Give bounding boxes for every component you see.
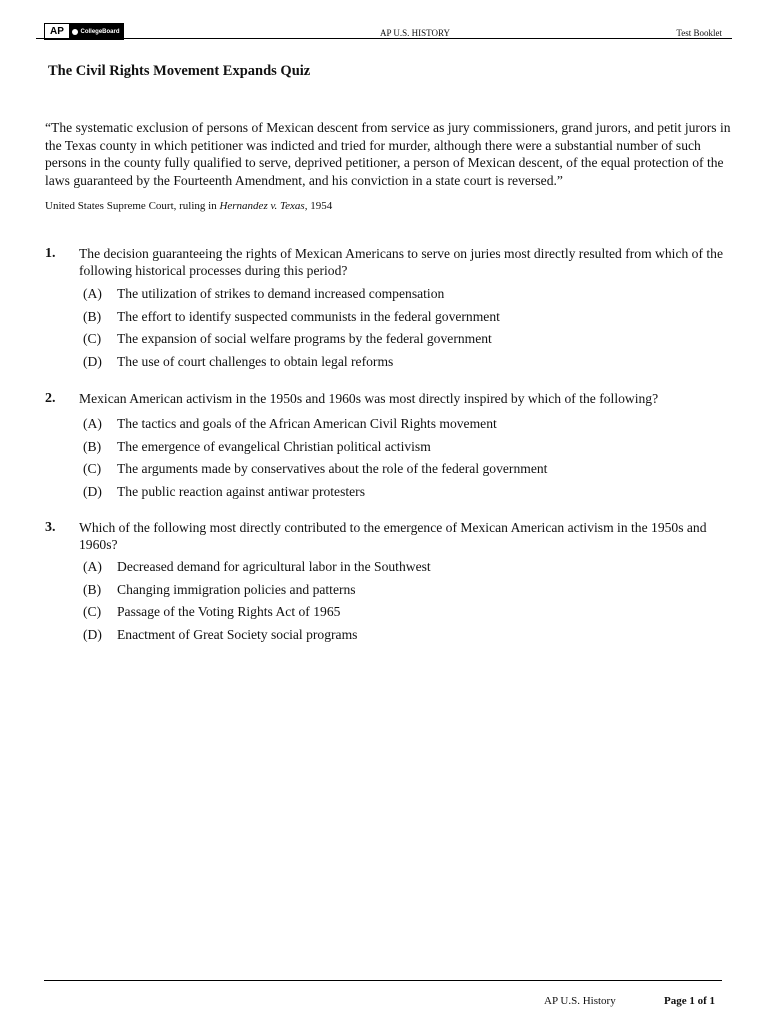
choice-text: The utilization of strikes to demand increased compensation [117,286,445,301]
choice-letter: (D) [83,353,102,369]
header-booklet-label: Test Booklet [676,28,722,38]
collegeboard-logo-mark [69,24,123,39]
choice-text: The public reaction against antiwar protesters [117,483,365,499]
choice-letter: (A) [83,286,102,301]
choice-text: The arguments made by conservatives about the role of the federal government [117,461,548,476]
choice-text: The use of court challenges to obtain legal reforms [117,353,394,369]
choice-letter: (B) [83,581,102,597]
choice-letter: (C) [83,604,102,619]
footer-subject: AP U.S. History [544,995,616,1007]
choice-text: Decreased demand for agricultural labor in the Southwest [117,559,431,574]
choice-text: Passage of the Voting Rights Act of 1965 [117,604,341,619]
question-stem: Which of the following most directly contributed to the emergence of Mexican American activism in the 1950s and 1960s? [79,520,707,552]
attribution-suffix: , 1954 [304,200,333,212]
source-quote: “The systematic exclusion of persons of Mexican descent from service as jury commissioners, grand jurors, and petit jurors in the Texas county in which petitioner was indicted and tried for murder, although there were a substantial number of such persons in the county fully qualified to serve, deprived petitioner, a person of Mexican descent, of the equal protection of the laws guaranteed by the Fourteenth Amendment, and his conviction in a state court is reversed.” [45,120,731,188]
choice-letter: (B) [83,438,102,454]
choice-text: The expansion of social welfare programs by the federal government [117,331,492,346]
page-number: Page 1 of 1 [664,995,716,1007]
source-attribution [45,200,332,212]
choice-text: The emergence of evangelical Christian political activism [117,438,431,454]
quiz-title: The Civil Rights Movement Expands Quiz [48,63,311,79]
choice-letter: (A) [83,559,102,574]
choice-letter: (C) [83,461,102,476]
choice-text: Changing immigration policies and patterns [117,581,356,597]
choice-letter: (D) [83,483,102,499]
collegeboard-logo-text: CollegeBoard [80,28,120,35]
ap-logo-mark: AP [45,24,69,39]
attribution-prefix: United States Supreme Court, ruling in [45,200,220,212]
choice-letter: (C) [83,331,102,346]
choice-letter: (B) [83,308,102,324]
footer-divider [44,980,722,981]
question-stem: The decision guaranteeing the rights of Mexican Americans to serve on juries most directly resulted from which of the following historical processes during this period? [79,246,724,278]
question-number: 2. [45,391,56,406]
acorn-icon [72,29,78,35]
choice-text: The effort to identify suspected communists in the federal government [117,308,500,324]
header-subject: AP U.S. HISTORY [380,28,451,38]
question-number: 3. [45,520,56,535]
question-stem: Mexican American activism in the 1950s and 1960s was most directly inspired by which of the following? [79,391,659,406]
choice-text: Enactment of Great Society social programs [117,626,358,642]
question-number: 1. [45,246,56,261]
choice-letter: (A) [83,416,102,431]
choice-letter: (D) [83,626,102,642]
attribution-case-name: Hernandez v. Texas [219,200,305,212]
choice-text: The tactics and goals of the African American Civil Rights movement [117,416,497,431]
header-divider [36,38,732,39]
